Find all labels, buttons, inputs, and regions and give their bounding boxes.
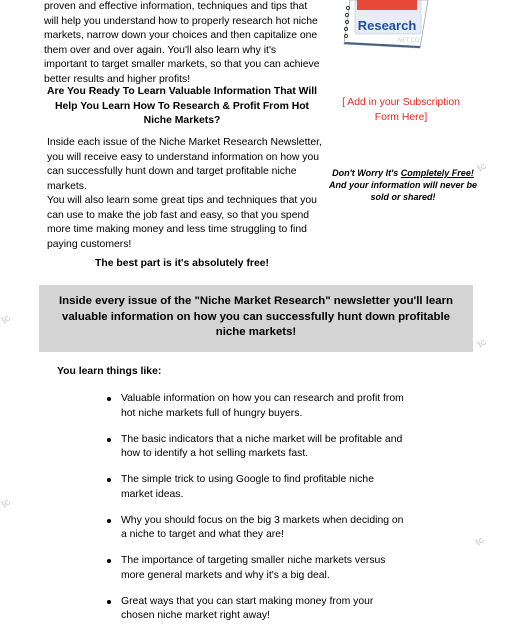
best-part-text: The best part is it's absolutely free! — [95, 258, 269, 269]
ebook-cover-image — [340, 0, 428, 48]
privacy-note-prefix: Don't Worry It's — [332, 168, 401, 178]
watermark: lc — [475, 160, 489, 175]
ebook-cover-title: Research — [357, 18, 417, 33]
watermark: lc — [473, 534, 487, 549]
watermark: lc — [0, 496, 13, 511]
intro-paragraph: proven and effective information, techniques and tips that will help you understand how to properly research hot niche markets, narrow down your choices and then capitalize one them over and over again. You'll also learn why it's important to target smaller markets, so that you can achieve better results and higher profits! — [44, 1, 320, 85]
headline: Are You Ready To Learn Valuable Information That Will Help You Learn How To Research & Profit From Hot Niche Markets? — [46, 86, 318, 126]
learn-list — [107, 392, 407, 635]
learn-heading: You learn things like: — [57, 366, 162, 377]
tips-paragraph: You will also learn some great tips and techniques that you can use to make the job fast and easy, so that you spend more time making money and less time struggling to find paying customers! — [47, 195, 317, 250]
list-item: Why you should focus on the big 3 markets when deciding on a niche to target and what they are! — [107, 514, 407, 543]
privacy-note-free: Completely Free! — [400, 168, 474, 178]
list-item: Valuable information on how you can research and profit from hot niche markets full of hungry buyers. — [107, 392, 407, 421]
svg-text:NFT.CO: NFT.CO — [398, 38, 420, 44]
privacy-note — [328, 167, 478, 203]
list-item: Great ways that you can start making money from your chosen niche market right away! — [107, 595, 407, 624]
newsletter-description: Inside each issue of the Niche Market Research Newsletter, you will receive easy to understand information on how you can successfully hunt down and target profitable niche markets. — [47, 137, 322, 192]
list-item: The importance of targeting smaller niche markets versus more general markets and why it's a big deal. — [107, 554, 407, 583]
watermark: lc — [0, 312, 13, 327]
privacy-note-rest: And your information will never be sold or shared! — [328, 180, 478, 202]
newsletter-banner-text: Inside every issue of the "Niche Market Research" newsletter you'll learn valuable information on how you can successfully hunt down profitable niche markets! — [59, 295, 453, 338]
list-item: The basic indicators that a niche market will be profitable and how to identify a hot selling markets fast. — [107, 433, 407, 462]
newsletter-banner — [39, 285, 473, 352]
watermark: lc — [475, 336, 489, 351]
list-item: The simple trick to using Google to find profitable niche market ideas. — [107, 473, 407, 502]
subscription-form-placeholder: [ Add in your Subscription Form Here] — [342, 97, 460, 123]
